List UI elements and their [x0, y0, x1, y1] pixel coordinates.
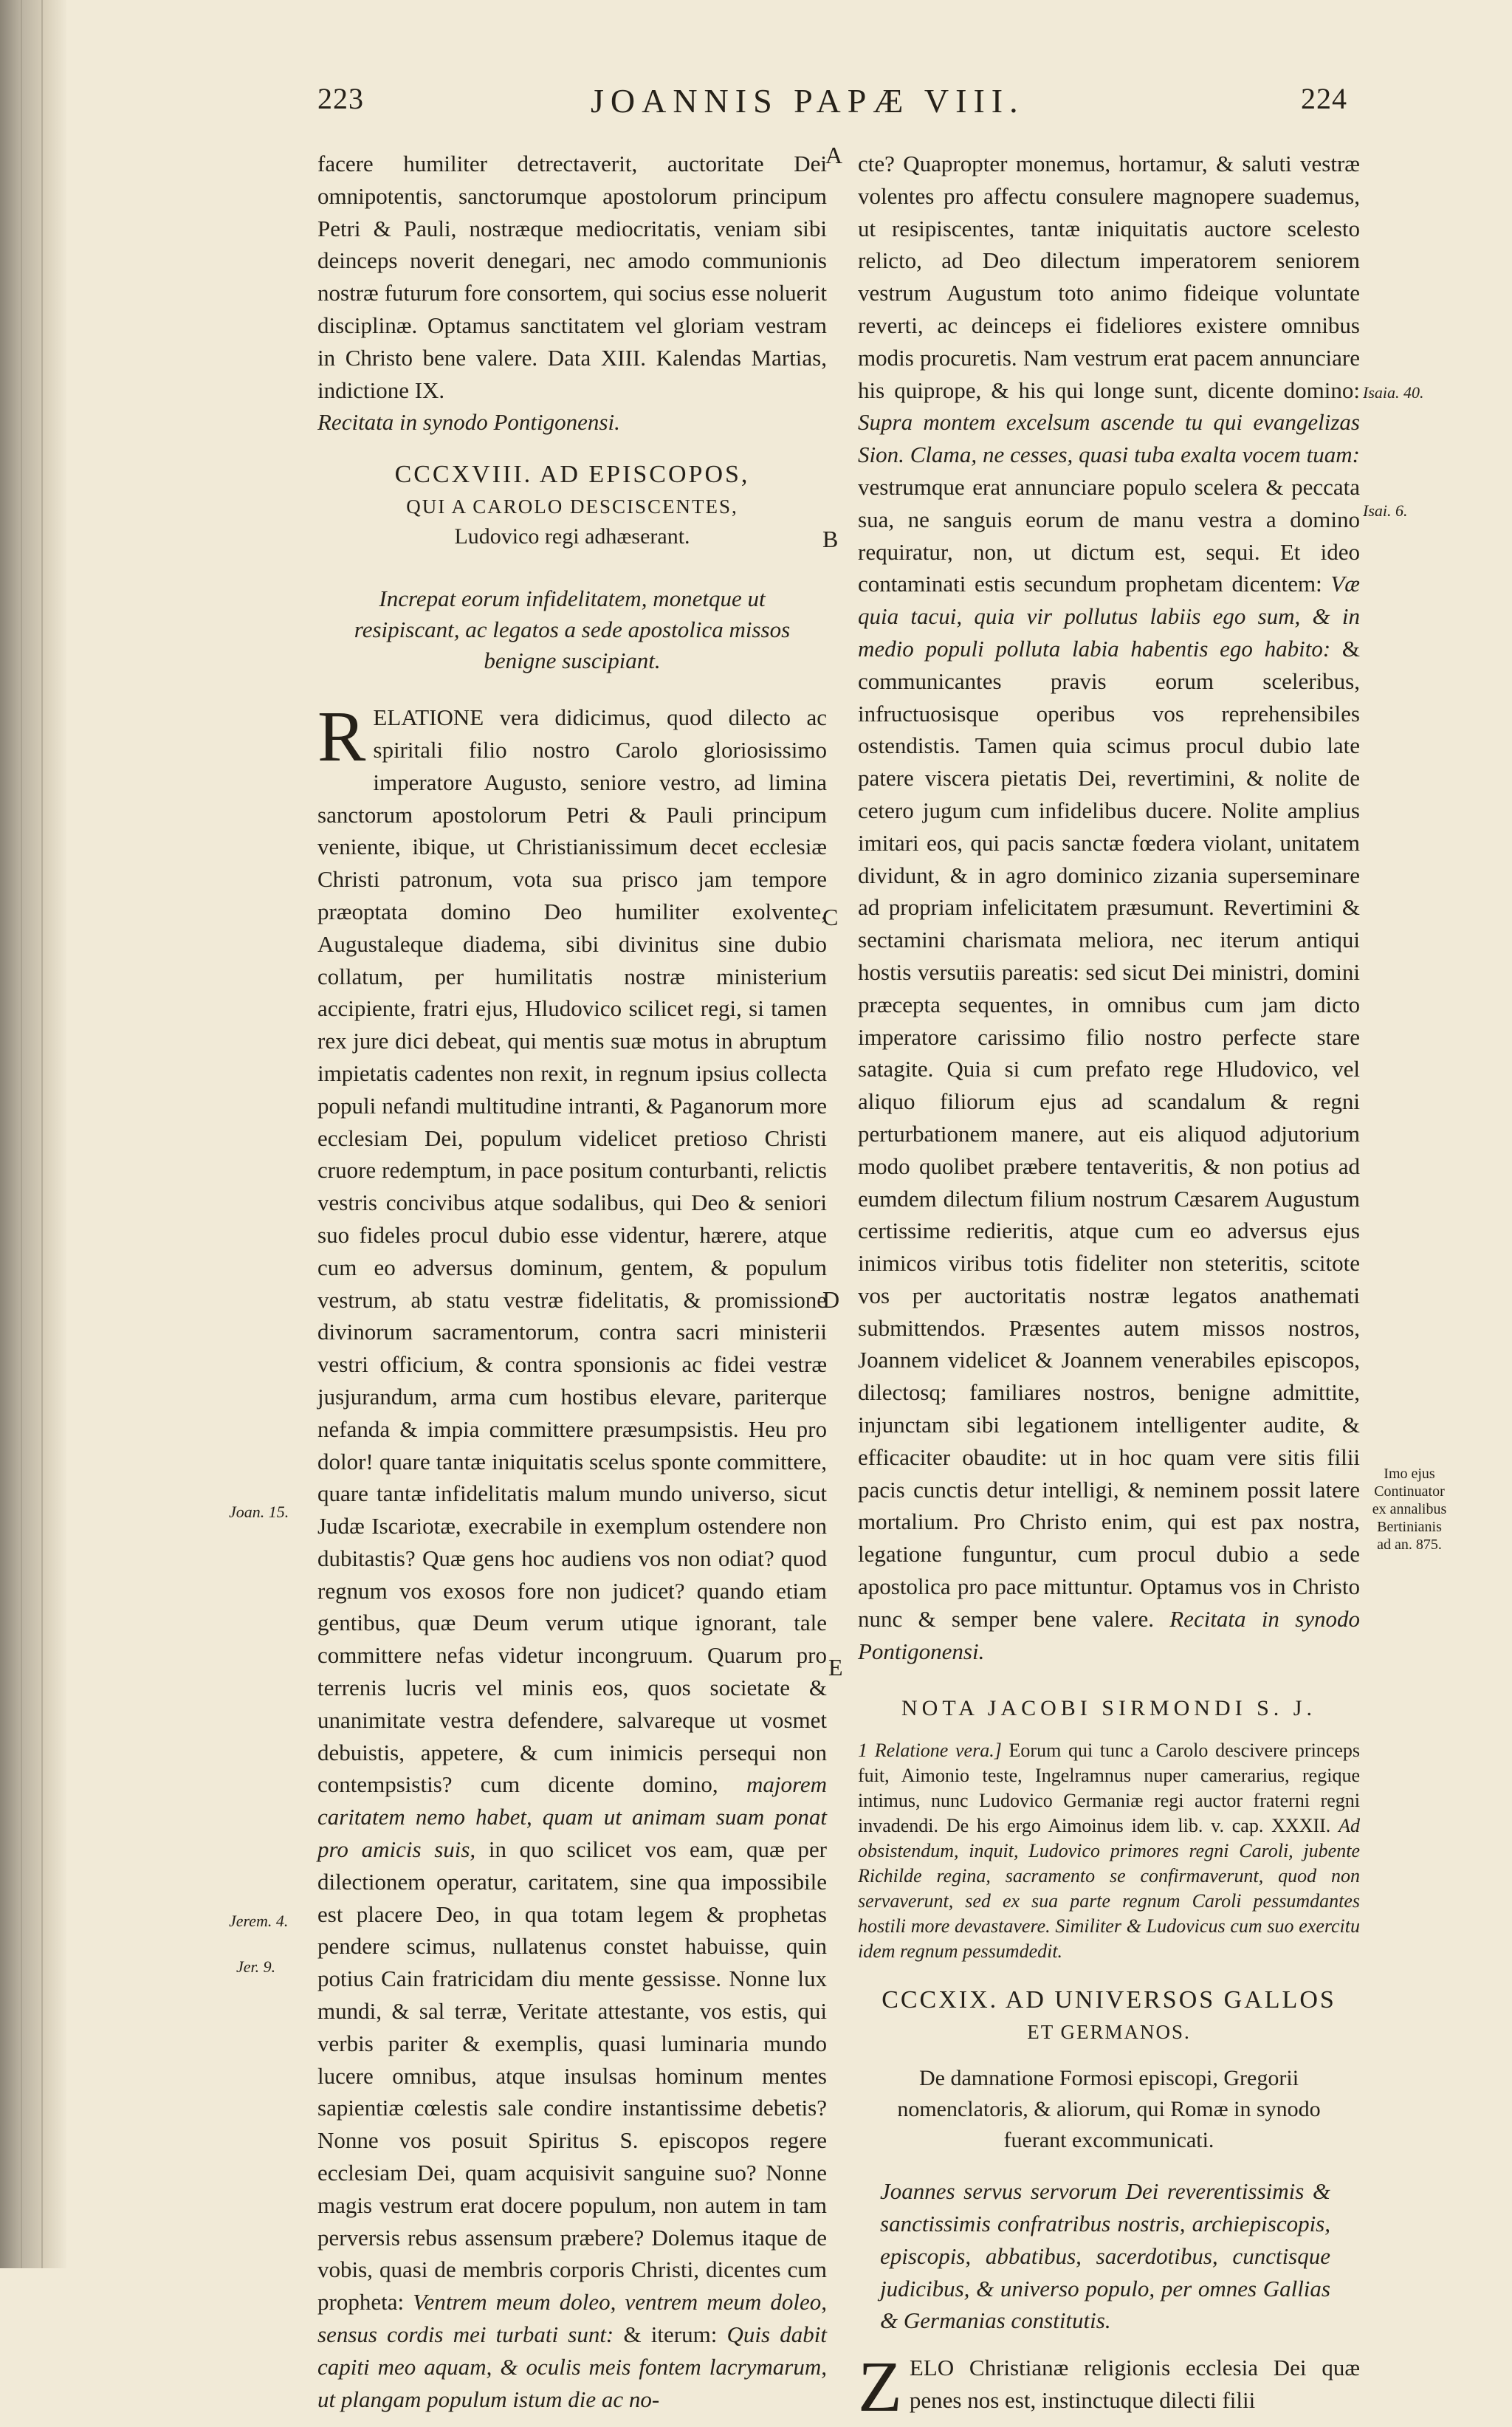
margin-reference: Jer. 9. [236, 1957, 276, 1976]
page-number-right: 224 [1301, 82, 1347, 115]
scripture-quote: Ventrem meum doleo, ventrem meum doleo, sensus cordis mei turbati sunt: [317, 2289, 828, 2348]
paragraph: facere humiliter detrectaverit, auctoritate Dei omnipotentis, sanctorumque apostolorum principum Petri & Pauli, nostræque mediocritatis, veniam sibi deinceps noverit denegari, nec amodo communionis nostræ futurum fore consortem, qui socius esse noluerit disciplinæ. Optamus sanctitatem vel gloriam vestram in Christo bene valere. Data XIII. Kalendas Martias, indictione IX. [317, 151, 827, 403]
edge-line [21, 0, 22, 2268]
body-text: in quo scilicet vos eam, quæ per dilectionem operatur, caritatem, sine qua impossibile est placere Deo, in qua totam legem & prophetas pendere scimus, nullatenus constet habuisse, quin potius Cain fratricidam diu mente gessisse. Nonne lux mundi, & sal terræ, Veritate attestante, vos estis, qui verbis pariter & exemplis, quasi luminaria mundo lucere omnibus, atque insulsas hominum mentes sapientiæ cœlestis sale condire instantissime debetis? Nonne vos posuit Spiritus S. episcopos regere ecclesiam Dei, quam acquisivit sanguine suo? Nonne magis vestrum erat docere populum, non autem in tam perversis rebus assensum præbere? Dolemus itaque de vobis, quasi de membris corporis Christi, dicentes cum propheta: [317, 1836, 827, 2316]
letter-subheading: QUI A CAROLO DESCISCENTES, [406, 495, 738, 518]
scripture-quote: Quis dabit capiti meo aquam, & oculis meis fontem lacrymarum, ut plangam populum istum die ac no- [317, 2321, 828, 2412]
note-text: Eorum qui tunc a Carolo descivere princeps fuit, Aimonio teste, Ingelramnus nuper camerarius, regique intimus, nunc Ludovico Germaniæ regi auctor fraterni regni invadendi. De his ergo Aimoinus idem lib. v. cap. XXXII. [858, 1740, 1361, 1837]
margin-reference: Isai. 6. [1363, 501, 1408, 520]
letter-summary: Increpat eorum infidelitatem, monetque ut resipiscant, ac legatos a sede apostolica missos benigne suscipiant. [354, 586, 791, 674]
margin-reference: Jerem. 4. [229, 1912, 289, 1930]
edge-line [41, 0, 43, 2268]
right-column [858, 148, 1361, 2427]
note-title: NOTA JACOBI SIRMONDI S. J. [901, 1696, 1316, 1721]
drop-cap: Z [858, 2347, 902, 2427]
letter-subheading: ET GERMANOS. [1027, 2021, 1191, 2044]
section-marker-b: B [822, 526, 839, 552]
letter-body [858, 2347, 1360, 2427]
section-marker-c: C [822, 904, 839, 930]
margin-note: Imo ejus Continuator ex annalibus Bertinianis ad an. 875. [1372, 1466, 1447, 1553]
letter-subheading: Ludovico regi adhæserant. [454, 524, 690, 549]
scripture-quote: Supra montem excelsum ascende tu qui evangelizas Sion. Clama, ne cesses, quasi tuba exalta vocem tuam: [858, 409, 1360, 468]
scripture-quote: Væ quia tacui, quia vir pollutus labiis ego sum, & in medio populi polluta labia habentis ego habito: [858, 571, 1360, 662]
section-marker-a: A [825, 142, 843, 168]
recitata-line: Recitata in synodo Pontigonensi. [317, 409, 620, 436]
body-text: vestrumque erat annunciare populo scelera & peccata sua, ne sanguis eorum de manu vestra a domino requiratur, non, ut dictum est, sequi. Et ideo contaminati estis secundum prophetam dicentem: [858, 473, 1360, 597]
body-text: cte? Quapropter monemus, hortamur, & saluti vestræ volentes pro affectu consulere magnopere suademus, ut resipiscentes, tantæ iniquitatis auctore scelesto relicto, ad Deo dilectum imperatorem seniorem vestrum Augustum toto animo fideique voluntate reverti, ac deinceps ei fideliores existere omnibus modis procuretis. Nam vestrum erat pacem annunciare his quiprope, & his qui longe sunt, dicente domino: [858, 151, 1360, 403]
scripture-quote: majorem caritatem nemo habet, quam ut animam suam ponat pro amicis suis, [317, 1771, 827, 1863]
page-edge [0, 0, 66, 2268]
recitata-line: Recitata in synodo Pontigonensi. [858, 1605, 1361, 1664]
letter-body [858, 148, 1360, 1667]
letter-heading: CCCXIX. AD UNIVERSOS GALLOS [882, 1986, 1336, 2014]
left-column [317, 148, 827, 2415]
drop-cap: R [317, 697, 366, 777]
salutation: Joannes servus servorum Dei reverentissimis & sanctissimis confratribus nostris, archiepiscopis, episcopis, abbatibus, sacerdotibus, cunctisque judicibus, & universo populo, per omnes Gallias & Germanias constitutis. [880, 2178, 1330, 2334]
note [858, 1738, 1360, 1964]
running-title: JOANNIS PAPÆ VIII. [591, 82, 1025, 120]
letter-body [317, 697, 828, 2415]
note-lemma: 1 Relatione vera.] [858, 1740, 1002, 1762]
section-marker-e: E [828, 1654, 843, 1681]
letter-summary: De damnatione Formosi episcopi, Gregorii nomenclatoris, & aliorum, qui Romæ in synodo fuerant excommunicati. [897, 2066, 1321, 2153]
section-marker-d: D [822, 1286, 840, 1313]
margin-reference: Isaia. 40. [1363, 383, 1424, 402]
body-text: & communicantes pravis eorum sceleribus, infructuosisque operibus vos reprehensibiles ostendistis. Tamen quia scimus procul dubio late patere viscera pietatis Dei, revertimini, & nolite de cetero jugum cum infidelibus ducere. Nolite amplius imitari eos, qui pacis sanctæ fœdera violant, unitatem dividunt, & in agro dominico zizania superseminare ad propriam infelicitatem præsumunt. Revertimini & sectamini charismata meliora, nec iterum antiqui hostis versutiis pareatis: sed sicut Dei ministri, domini præcepta sequentes, in omnibus cum jam dicto imperatore carissimo filio nostro perfecte stare satagite. Quia si cum prefato rege Hludovico, vel aliquo filiorum ejus ad scandalum & regni perturbationem manere, aut eis aliquod adjutorium modo quolibet præbere tentaveritis, & non potius ad eumdem dilectum filium nostrum Cæsarem Augustum certissime redieritis, atque cum eo adversus ejus inimicos viribus totis fideliter non steteritis, scitote vos per auctoritatis nostræ legatos anathemati submittendos. Præsentes autem missos nostros, Joannem videlicet & Joannem venerabiles episcopos, dilectosq; familiares nostros, benigne admittite, injunctam sibi legationem intelligenter audite, & efficaciter obaudite: ut in hoc quam vere sitis filii pacis cunctis detur intelligi, & neminem possit latere mortalium. Pro Christo enim, qui est pax nostra, legatione funguntur, cum procul dubio a sede apostolica pro pace mittuntur. Optamus vos in Christo nunc & semper bene valere. [858, 635, 1361, 1632]
body-text: & iterum: [623, 2321, 718, 2348]
note-quote: Ad obsistendum, inquit, Ludovico primores regni Caroli, jubente Richilde regina, sacramento se confirmaverunt, quod non servaverunt, sed ex sua parte regnum Caroli pessumdantes hostili more devastavere. Similiter & Ludovicus cum suo exercitu idem regnum pessumdedit. [858, 1815, 1360, 1963]
margin-reference: Joan. 15. [229, 1503, 289, 1521]
body-text: ELATIONE vera didicimus, quod dilecto ac spiritali filio nostro Carolo gloriosissimo imperatore Augusto, seniore vestro, ad limina sanctorum apostolorum Petri & Pauli principum veniente, ibique, ut Christianissimum decet ecclesiæ Christi patronum, vota sua prisco jam tempore præoptata domino Deo humiliter exolvente, Augustaleque diadema, sibi divinitus sine dubio collatum, per humilitatis nostræ ministerium accipiente, fratri ejus, Hludovico scilicet regi, si tamen rex jure dici debeat, qui mentis suæ motus in abruptum impietatis cadentes non rexit, in regnum ipsius collecta populi nefandi multitudine intranti, & Paganorum more ecclesiam Dei, populum videlicet pretioso Christi cruore redemptum, in pace positum conturbanti, relictis vestris concivibus atque sodalibus, qui Deo & seniori suo fideles procul dubio esse videntur, hærere, atque cum eo adversus dominum, gentem, & populum vestrum, ab statu vestræ fidelitatis, & promissione divinorum sacramentorum, contra sacri ministerii vestri officium, & contra sponsionis ac fidei vestræ jusjurandum, arma cum hostibus elevare, pariterque nefanda & impia committere præsumpsistis. Heu pro dolor! quare tantæ iniquitatis scelus sponte committere, quare tantæ infidelitatis malum mundo universo, sicut Judæ Iscariotæ, execrabile in exemplum ostendere non dubitastis? Quæ gens hoc audiens vos non odiat? quod regnum vos exosos fore non judicet? quando etiam gentibus, quæ Deum verum utique ignorant, tale committere nefas videtur incongruum. Quarum pro terrenis lucris vel minis eos, quos societate & unanimitate vestra defendere, salvareque ut vosmet debuistis, appetere, & cum inimicis persequi non contempsistis? cum dicente domino, [317, 704, 827, 1798]
body-text: ELO Christianæ religionis ecclesia Dei quæ penes nos est, instinctuque dilecti filii [909, 2355, 1360, 2414]
page-number-left: 223 [317, 82, 364, 115]
letter-heading: CCCXVIII. AD EPISCOPOS, [394, 461, 750, 489]
